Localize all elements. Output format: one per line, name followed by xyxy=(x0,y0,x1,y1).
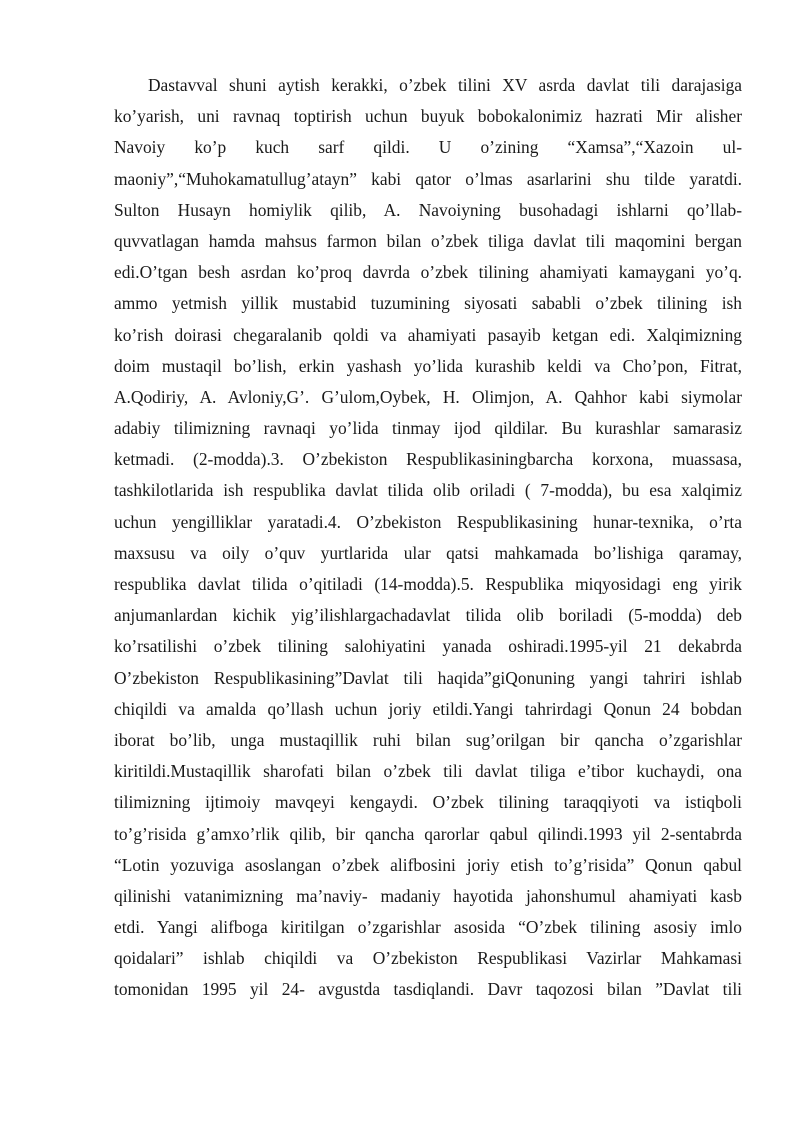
text-line: doim mustaqil bo’lish, erkin yashash yo’lida kurashib keldi va Cho’pon, Fitrat, xyxy=(114,355,742,376)
document-page xyxy=(114,70,742,1006)
text-line: ko’rish doirasi chegaralanib qoldi va ahamiyati pasayib ketgan edi. Xalqimizning xyxy=(114,324,742,345)
text-line: to’g’risida g’amxo’rlik qilib, bir qancha qarorlar qabul qilindi.1993 yil 2-sentabrda xyxy=(114,823,742,844)
text-line: maxsusu va oily o’quv yurtlarida ular qatsi mahkamada bo’lishiga qaramay, xyxy=(114,542,742,563)
text-line: “Lotin yozuviga asoslangan o’zbek alifbosini joriy etish to’g’risida” Qonun qabul xyxy=(114,854,742,875)
text-line: kiritildi.Mustaqillik sharofati bilan o’zbek tili davlat tiliga e’tibor kuchaydi, ona xyxy=(114,761,742,782)
text-line: ammo yetmish yillik mustabid tuzumining siyosati sababli o’zbek tilining ish xyxy=(114,293,742,314)
text-line: etdi. Yangi alifboga kiritilgan o’zgarishlar asosida “O’zbek tilining asosiy imlo xyxy=(114,917,742,938)
text-line: quvvatlagan hamda mahsus farmon bilan o’zbek tiliga davlat tili maqomini bergan xyxy=(114,230,742,251)
text-line: ko’rsatilishi o’zbek tilining salohiyatini yanada oshiradi.1995-yil 21 dekabrda xyxy=(114,636,742,657)
text-line: chiqildi va amalda qo’llash uchun joriy etildi.Yangi tahrirdagi Qonun 24 bobdan xyxy=(114,698,742,719)
text-line: uchun yengilliklar yaratadi.4. O’zbekiston Respublikasining hunar-texnika, o’rta xyxy=(114,511,742,532)
text-line: O’zbekiston Respublikasining”Davlat tili haqida”giQonuning yangi tahriri ishlab xyxy=(114,667,742,688)
text-line: Navoiy ko’p kuch sarf qildi. U o’zining “Xamsa”,“Xazoin ul- xyxy=(114,137,742,158)
text-line: edi.O’tgan besh asrdan ko’proq davrda o’zbek tilining ahamiyati kamaygani yo’q. xyxy=(114,262,742,283)
text-line: adabiy tilimizning ravnaqi yo’lida tinmay ijod qildilar. Bu kurashlar samarasiz xyxy=(114,418,742,439)
text-line: maoniy”,“Muhokamatullug’atayn” kabi qator o’lmas asarlarini shu tilde yaratdi. xyxy=(114,168,742,189)
text-line: ketmadi. (2-modda).3. O’zbekiston Respublikasiningbarcha korxona, muassasa, xyxy=(114,449,742,470)
text-line: A.Qodiriy, A. Avloniy,G’. G’ulom,Oybek, H. Olimjon, A. Qahhor kabi siymolar xyxy=(114,386,742,407)
body-paragraph xyxy=(114,70,742,1006)
text-line: tilimizning ijtimoiy mavqeyi kengaydi. O’zbek tilining taraqqiyoti va istiqboli xyxy=(114,792,742,813)
text-line: Sulton Husayn homiylik qilib, A. Navoiyning busohadagi ishlarni qo’llab- xyxy=(114,199,742,220)
text-line: ko’yarish, uni ravnaq toptirish uchun buyuk bobokalonimiz hazrati Mir alisher xyxy=(114,106,742,127)
text-line: tashkilotlarida ish respublika davlat tilida olib oriladi ( 7-modda), bu esa xalqimiz xyxy=(114,480,742,501)
text-line: anjumanlardan kichik yig’ilishlargachadavlat tilida olib boriladi (5-modda) deb xyxy=(114,605,742,626)
text-line: respublika davlat tilida o’qitiladi (14-modda).5. Respublika miqyosidagi eng yirik xyxy=(114,574,742,594)
text-line: iborat bo’lib, unga mustaqillik ruhi bilan sug’orilgan bir qancha o’zgarishlar xyxy=(114,729,742,750)
text-line: qoidalari” ishlab chiqildi va O’zbekiston Respublikasi Vazirlar Mahkamasi xyxy=(114,948,742,969)
text-line: tomonidan 1995 yil 24- avgustda tasdiqlandi. Davr taqozosi bilan ”Davlat tili xyxy=(114,979,742,1000)
text-line: Dastavval shuni aytish kerakki, o’zbek tilini XV asrda davlat tili darajasiga xyxy=(148,75,742,95)
text-line: qilinishi vatanimizning ma’naviy- madaniy hayotida jahonshumul ahamiyati kasb xyxy=(114,885,742,906)
